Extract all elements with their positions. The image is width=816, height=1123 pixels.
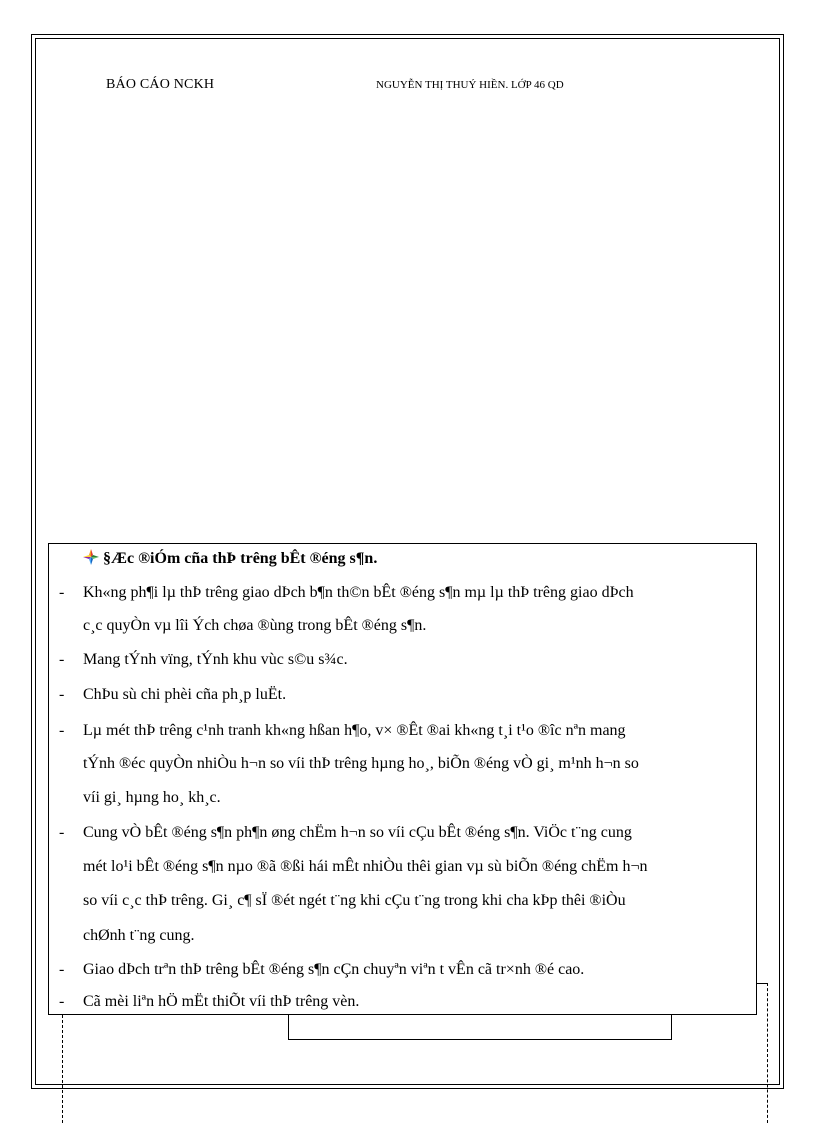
list-line: so víi c¸c thÞ trêng. Gi¸ c¶ sÏ ®ét ngét t¨ng khi cÇu t¨ng trong khi cha kÞp thêi ®iÒu [83,892,626,909]
list-line: víi gi¸ hµng ho¸ kh¸c. [83,789,221,806]
list-dash: - [59,961,65,978]
list-line: Cung vÒ bÊt ®éng s¶n ph¶n øng chËm h¬n so víi cÇu bÊt ®éng s¶n. ViÖc t¨ng cung [83,824,632,841]
diagram-connector-top [757,983,768,984]
list-line: ChÞu sù chi phèi cña ph¸p luËt. [83,686,287,703]
list-dash: - [59,824,65,841]
list-dash: - [59,651,65,668]
list-dash: - [59,722,65,739]
diagram-connector-right [767,983,768,1123]
list-line: Kh«ng ph¶i lµ thÞ trêng giao dÞch b¶n th©n bÊt ®éng s¶n mµ lµ thÞ trêng giao dÞch [83,584,634,601]
author-info: NGUYỄN THỊ THUÝ HIỀN. LỚP 46 QD [376,79,564,91]
list-line: chØnh t¨ng cung. [83,927,195,944]
list-line: Mang tÝnh vïng, tÝnh khu vùc s©u s¾c. [83,651,348,668]
diamond-bullet-icon [83,549,99,565]
report-title: BÁO CÁO NCKH [106,77,215,92]
list-line: tÝnh ®éc quyÒn nhiÒu h¬n so víi thÞ trêng hµng ho¸, biÕn ®éng vÒ gi¸ m¹nh h¬n so [83,755,639,772]
list-line: Giao dÞch trªn thÞ trêng bÊt ®éng s¶n cÇn chuyªn viªn t vÊn cã tr×nh ®é cao. [83,961,585,978]
list-line: Cã mèi liªn hÖ mËt thiÕt víi thÞ trêng vèn. [83,993,360,1010]
list-line: mét lo¹i bÊt ®éng s¶n nµo ®ã ®ßi hái mÊt nhiÒu thêi gian vµ sù biÕn ®éng chËm h¬n [83,858,648,875]
list-dash: - [59,993,65,1010]
section-heading [83,549,377,568]
section-heading-text: §Æc ®iÓm cña thÞ trêng bÊt ®éng s¶n. [103,550,378,567]
characteristics-textbox [48,543,757,1015]
list-line: c¸c quyÒn vµ lîi Ých chøa ®ùng trong bÊt ®éng s¶n. [83,617,427,634]
list-line: Lµ mét thÞ trêng c¹nh tranh kh«ng hßan h¶o, v× ®Êt ®ai kh«ng t¸i t¹o ®îc nªn mang [83,722,626,739]
list-dash: - [59,584,65,601]
list-dash: - [59,686,65,703]
